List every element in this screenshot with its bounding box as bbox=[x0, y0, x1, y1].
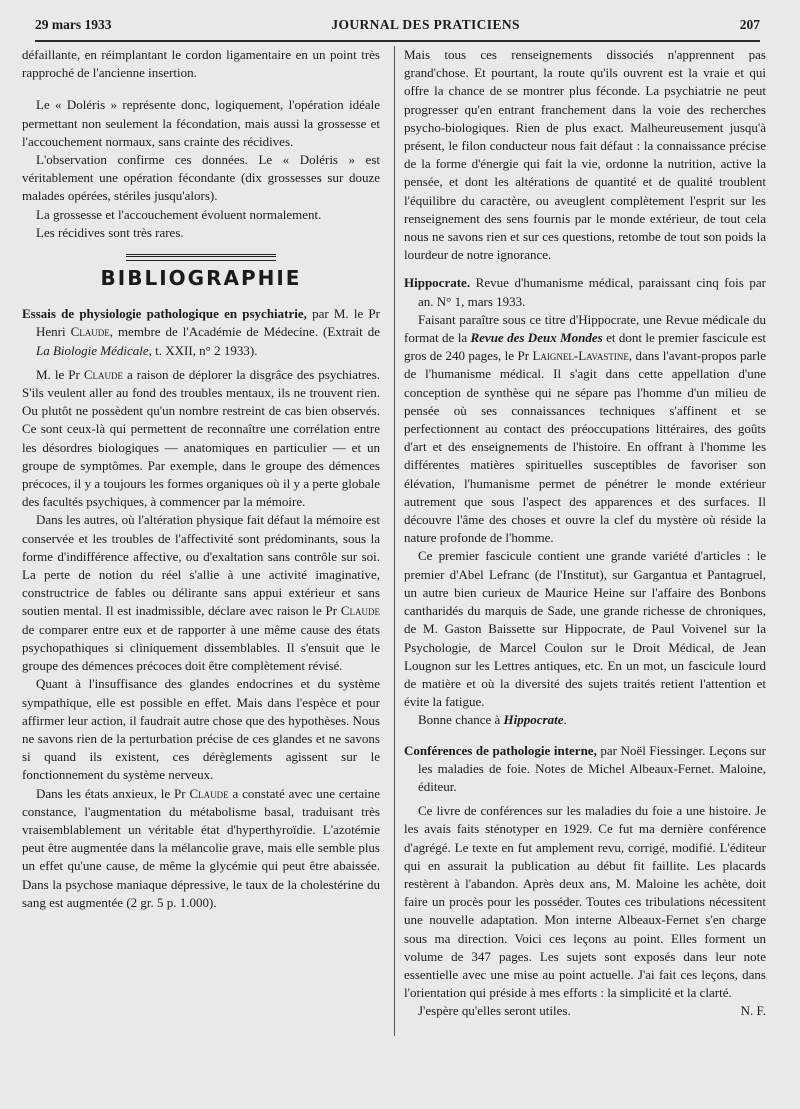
paragraph: Ce premier fascicule contient une grande variété d'articles : le premier d'Abel Lefranc (de l'Institut), sur Gargantua et Pantagruel, un autre bien curieux de Maurice Heine sur l'affaire des Bonbons cantharidés du marquis de Sade, une grande richesse de chroniques, de M. Gaston Baissette sur Hippocrate, de Paul Voivenel sur la Psychologie, de Marcel Coulon sur le Droit Médical, de Jean Lougnon sur les Lettres antiques, etc. En un mot, un fascicule lourd de matière et où la diversité des sujets traités retient l'attention et évite la fatigue. bbox=[404, 548, 766, 710]
column-divider bbox=[394, 46, 395, 1036]
paragraph: Dans les autres, où l'altération physique fait défaut la mémoire est conservée et les troubles de l'affectivité sont prédominants, sous la forme d'indifférence affective, ou d'exaltation sans contrôle sur soi. La perte de notion du réel s'allie à une activité imaginative, constructrice de fables ou délirante sans appui extérieur et sans soutien mental. Il est inadmissible, déclare avec raison le Pr Claude de comparer entre eux et de rapporter à une même cause des états psychopathiques si cliniquement dissemblables. Il s'ensuit que le groupe des démences précoces doit être complètement révisé. bbox=[22, 512, 380, 674]
closing-line: J'espère qu'elles seront utiles. N. F. bbox=[404, 1002, 766, 1020]
paragraph: Bonne chance à Hippocrate. bbox=[418, 712, 567, 728]
page-number: 207 bbox=[739, 17, 760, 32]
issue-date: 29 mars 1933 bbox=[35, 17, 112, 32]
paragraph: Le « Doléris » représente donc, logiquement, l'opération idéale permettant non seulement la fécondation, mais aussi la grossesse et l'accouchement normaux, sans crainte des récidives. bbox=[22, 97, 380, 149]
paragraph: Faisant paraître sous ce titre d'Hippocrate, une Revue médicale du format de la Revue des Deux Mondes et dont le premier fascicule est gros de 240 pages, le Pr Laignel-Lavastine, dans l'avant-propos parle de l'humanisme médical. Il s'agit dans cette appellation d'une conception de synthèse qui ne sépare pas l'homme d'un milieu de pensée où ses connaissances techniques s'affinent et se perfectionnent au contact des préoccupations littéraires, des goûts d'art et des enseignements de l'histoire. En offrant à l'homme les différentes matières spirituelles susceptibles de favoriser son élévation, l'humanisme permet de pénétrer le monde extérieur autrement que sous l'aspect des apparences et des surfaces. Il découvre l'âme des choses et ouvre la clef du mystère où réside la nature profonde de l'homme. bbox=[404, 311, 767, 546]
paragraph: L'observation confirme ces données. Le « Doléris » est véritablement une opération fécondante (dix grossesses sur douze malades opérées, stériles jusqu'alors). bbox=[22, 152, 380, 204]
paragraph: Mais tous ces renseignements dissociés n'apprennent pas grand'chose. Et pourtant, la route qu'ils ouvrent est la vraie et qui offre la chance de se montrer plus féconde. La psychiatrie ne peut progresser qu'en entrant franchement dans la voie des recherches psycho-biologiques. Rien de plus exact. Malheureusement jusqu'à présent, le filon conducteur nous fait défaut : la connaissance précise de la forme d'énergie qui fait la vie, ordonne la nutrition, active la pensée, et dont les altérations de quantité et de qualité troublent l'équilibre du caractère, ou aveuglent complètement l'esprit sur les renseignement des sens fournis par le monde extérieur, de tout cela nous ne savons rien et sur ces questions, retombe de tout son poids la lourdeur de notre ignorance. bbox=[404, 47, 766, 263]
paragraph: Les récidives sont très rares. bbox=[36, 224, 184, 240]
section-title: BIBLIOGRAPHIE bbox=[100, 266, 302, 291]
left-column bbox=[22, 46, 380, 912]
journal-title: JOURNAL DES PRATICIENS bbox=[331, 17, 520, 32]
book-entry-heading: Hippocrate. Revue d'humanisme médical, paraissant cinq fois par an. N° 1, mars 1933. bbox=[404, 275, 766, 309]
paragraph: défaillante, en réimplantant le cordon ligamentaire en un point très rapproché de l'ancienne insertion. bbox=[22, 47, 380, 81]
section-separator bbox=[126, 254, 276, 261]
right-column bbox=[404, 46, 766, 1021]
paragraph: M. le Pr Claude a raison de déplorer la disgrâce des psychiatres. S'ils veulent aller au fond des troubles mentaux, ils ne trouvent rien. Ou plutôt ne possèdent qu'un nombre restreint de cas bien observés. Ce sont ceux-là qui permettent de reconnaître une corrélation entre les désordres biologiques — anatomiques en particulier — et un groupe de symptômes. Par exemple, dans le groupe des démences précoces, il y a toujours les formes organiques où il y a perte globale des facultés psychiques, à commencer par la mémoire. bbox=[22, 366, 381, 510]
book-entry-heading: Essais de physiologie pathologique en psychiatrie, par M. le Pr Henri Claude, membre de l'Académie de Médecine. (Extrait de La Biologie Médicale, t. XXII, n° 2 1933). bbox=[22, 306, 380, 358]
signature: N. F. bbox=[740, 1003, 766, 1019]
header-rule bbox=[35, 40, 760, 42]
page-header bbox=[35, 17, 760, 37]
paragraph: Quant à l'insuffisance des glandes endocrines et du système sympathique, elle est possible en effet. Mais dans l'espèce et pour affirmer leur action, il faudrait autre chose que des hypothèses. Nous ne savons rien de la perturbation précise de ces glandes et ne savons si quand ils existent, ces dérèglements agissent sur le fonctionnement du système nerveux. bbox=[22, 676, 380, 783]
book-entry-heading: Conférences de pathologie interne, par Noël Fiessinger. Leçons sur les maladies de foie. Notes de Michel Albeaux-Fernet. Maloine, éditeur. bbox=[404, 742, 766, 794]
paragraph: La grossesse et l'accouchement évoluent normalement. bbox=[36, 206, 322, 222]
paragraph: Dans les états anxieux, le Pr Claude a constaté avec une certaine constance, l'augmentation du métabolisme basal, traduisant très vraisemblablement un véritable état d'hyperthyroïdie. L'azotémie peut être augmentée dans la mélancolie grave, mais elle semble plus un effet qu'une cause, de même la glycémie qui peut être abaissée. Dans la psychose maniaque dépressive, le taux de la cholestérine du sang est augmentée (2 gr. 5 p. 1.000). bbox=[22, 785, 380, 910]
paragraph: Ce livre de conférences sur les maladies du foie a une histoire. Je les avais faits sténotyper en 1929. Ce fut ma dernière conférence d'agrégé. Le texte en fut amplement revu, corrigé, modifié. L'éditeur qui en assurait la publication au début fit faillite. Les placards restèrent à l'abandon. Après deux ans, M. Maloine les achète, doit faire un procès pour les posséder. Toutes ces tribulations nécessitent une nouvelle adaptation. Mon interne Albeaux-Fernet s'en charge sous ma direction. Voici ces leçons au point. Elles forment un volume de 347 pages. Les sujets sont exposés dans leur note essentielle avec une mise au point actuelle. J'ai fait ces leçons, dans l'orientation qui préside à mes efforts : la simplicité et la clarté. bbox=[404, 803, 766, 1001]
